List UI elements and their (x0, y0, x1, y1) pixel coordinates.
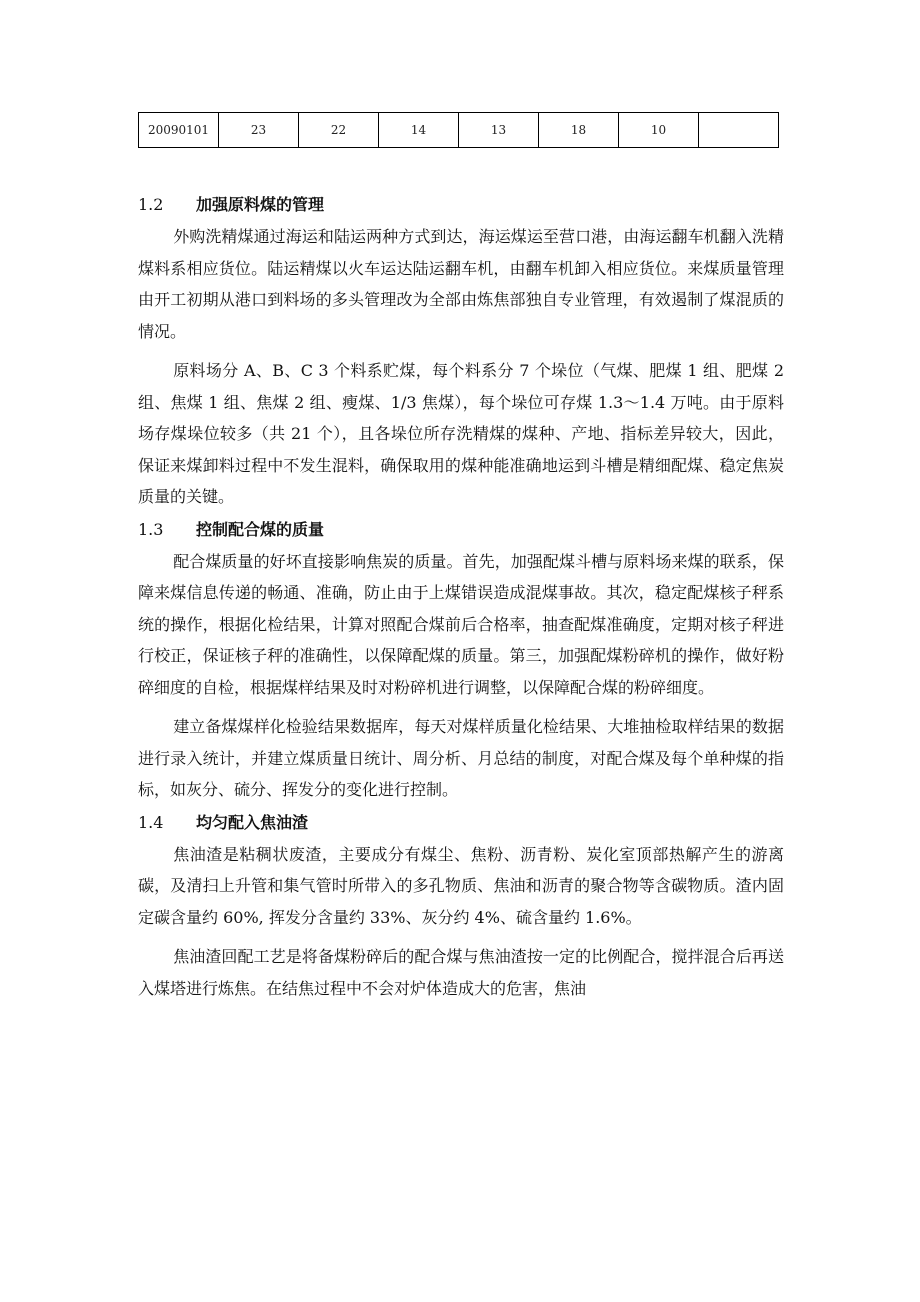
data-table (138, 112, 779, 148)
section-title: 均匀配入焦油渣 (196, 812, 309, 832)
document-body (138, 188, 784, 1004)
table-cell: 23 (219, 113, 299, 148)
section-number: 1.4 (138, 812, 164, 832)
table-cell: 22 (299, 113, 379, 148)
table-cell: 13 (459, 113, 539, 148)
paragraph: 建立备煤煤样化检验结果数据库，每天对煤样质量化检结果、大堆抽检取样结果的数据进行录入统计，并建立煤质量日统计、周分析、月总结的制度，对配合煤及每个单种煤的指标，如灰分、硫分、挥发分的变化进行控制。 (138, 717, 784, 799)
section-number: 1.2 (138, 195, 164, 214)
section-heading (138, 806, 784, 839)
paragraph: 焦油渣回配工艺是将备煤粉碎后的配合煤与焦油渣按一定的比例配合，搅拌混合后再送入煤塔进行炼焦。在结焦过程中不会对炉体造成大的危害，焦油 (138, 947, 784, 998)
section-title: 控制配合煤的质量 (196, 519, 325, 539)
table-cell (699, 113, 779, 148)
paragraph: 焦油渣是粘稠状废渣，主要成分有煤尘、焦粉、沥青粉、炭化室顶部热解产生的游离碳，及清扫上升管和集气管时所带入的多孔物质、焦油和沥青的聚合物等含碳物质。渣内固定碳含量约 60%, 挥发分含量约 33%、灰分约 4%、硫含量约 1.6%。 (138, 844, 784, 927)
table-row (139, 113, 779, 148)
table-cell: 18 (539, 113, 619, 148)
table-cell: 10 (619, 113, 699, 148)
section-number: 1.3 (138, 519, 164, 539)
paragraph: 外购洗精煤通过海运和陆运两种方式到达，海运煤运至营口港，由海运翻车机翻入洗精煤料系相应货位。陆运精煤以火车运达陆运翻车机，由翻车机卸入相应货位。来煤质量管理由开工初期从港口到料场的多头管理改为全部由炼焦部独自专业管理，有效遏制了煤混质的情况。 (138, 227, 784, 341)
paragraph: 原料场分 A、B、C 3 个料系贮煤，每个料系分 7 个垛位（气煤、肥煤 1 组、肥煤 2 组、焦煤 1 组、焦煤 2 组、瘦煤、1/3 焦煤），每个垛位可存煤 1.3～1.4 万吨。由于原料场存煤垛位较多（共 21 个），且各垛位所存洗精煤的煤种、产地、指标差异较大，因此，保证来煤卸料过程中不发生混料，确保取用的煤种能准确地运到斗槽是精细配煤、稳定焦炭质量的关键。 (138, 361, 784, 506)
paragraph: 配合煤质量的好坏直接影响焦炭的质量。首先，加强配煤斗槽与原料场来煤的联系，保障来煤信息传递的畅通、准确，防止由于上煤错误造成混煤事故。其次，稳定配煤核子秤系统的操作，根据化检结果，计算对照配合煤前后合格率，抽查配煤准确度，定期对核子秤进行校正，保证核子秤的准确性，以保障配煤的质量。第三，加强配煤粉碎机的操作，做好粉碎细度的自检，根据煤样结果及时对粉碎机进行调整，以保障配合煤的粉碎细度。 (138, 551, 784, 697)
section-heading (138, 188, 784, 221)
table-cell: 20090101 (139, 113, 219, 148)
section-heading (138, 513, 784, 546)
section-title: 加强原料煤的管理 (196, 195, 325, 214)
table-cell: 14 (379, 113, 459, 148)
